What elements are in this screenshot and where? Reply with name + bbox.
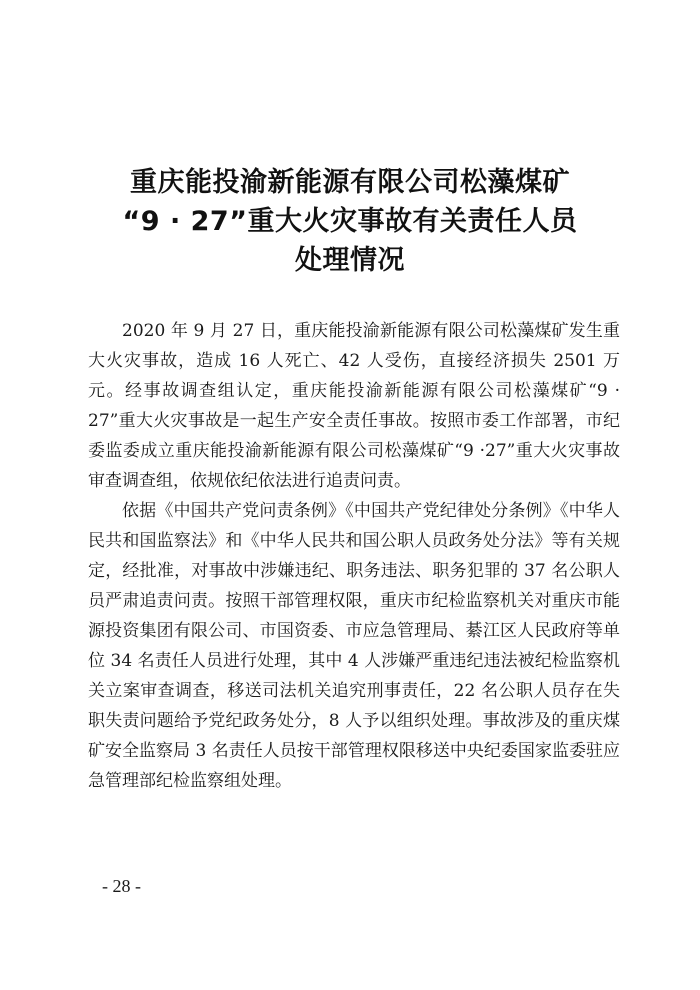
paragraph-2: 依据《中国共产党问责条例》《中国共产党纪律处分条例》《中华人民共和国监察法》和《中华人民共和国公职人员政务处分法》等有关规定，经批准，对事故中涉嫌违纪、职务违法、职务犯罪的 37 名公职人员严肃追责问责。按照干部管理权限，重庆市纪检监察机关对重庆市能源投资集团有限公司、市国资委、市应急管理局、綦江区人民政府等单位 34 名责任人员进行处理，其中 4 人涉嫌严重违纪违法被纪检监察机关立案审查调查，移送司法机关追究刑事责任，22 名公职人员存在失职失责问题给予党纪政务处分，8 人予以组织处理。事故涉及的重庆煤矿安全监察局 3 名责任人员按干部管理权限移送中央纪委国家监委驻应急管理部纪检监察组处理。 <box>88 501 620 791</box>
title-line-1: 重庆能投渝新能源有限公司松藻煤矿 <box>130 167 570 198</box>
title-line-2: “9 · 27”重大火灾事故有关责任人员 <box>122 206 578 237</box>
document-title <box>0 163 700 280</box>
title-line-3: 处理情况 <box>295 245 405 276</box>
paragraph-1: 2020 年 9 月 27 日，重庆能投渝新能源有限公司松藻煤矿发生重大火灾事故，造成 16 人死亡、42 人受伤，直接经济损失 2501 万元。经事故调查组认定，重庆能投渝新能源有限公司松藻煤矿“9 · 27”重大火灾事故是一起生产安全责任事故。按照市委工作部署，市纪委监委成立重庆能投渝新能源有限公司松藻煤矿“9 ·27”重大火灾事故审查调查组，依规依纪依法进行追责问责。 <box>88 321 620 491</box>
document-body <box>88 316 620 796</box>
page-number: - 28 - <box>102 876 141 896</box>
